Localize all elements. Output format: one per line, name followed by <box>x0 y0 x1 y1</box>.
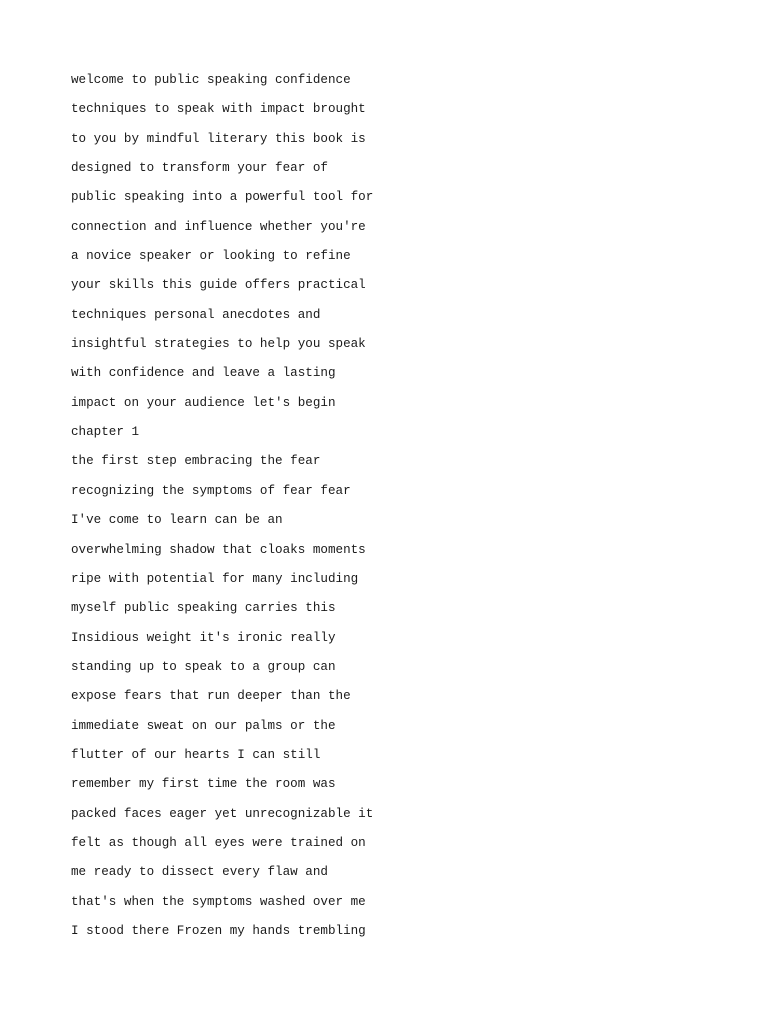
text-line: welcome to public speaking confidence <box>71 73 351 87</box>
text-line: I stood there Frozen my hands trembling <box>71 923 366 938</box>
text-line: connection and influence whether you're <box>71 219 366 234</box>
chapter-heading: chapter 1 <box>71 425 140 440</box>
text-line: that's when the symptoms washed over me <box>71 894 366 909</box>
text-line: insightful strategies to help you speak <box>71 337 366 352</box>
text-line: public speaking into a powerful tool for <box>71 190 374 205</box>
section-heading: the first step embracing the fear <box>71 454 321 469</box>
text-line: me ready to dissect every flaw and <box>71 865 328 880</box>
text-line: techniques personal anecdotes and <box>71 307 321 322</box>
text-line: ripe with potential for many including <box>71 571 359 586</box>
text-line: flutter of our hearts I can still <box>71 747 321 762</box>
text-line: expose fears that run deeper than the <box>71 689 351 704</box>
text-line: with confidence and leave a lasting <box>71 366 336 381</box>
text-line: immediate sweat on our palms or the <box>71 718 336 733</box>
text-line: standing up to speak to a group can <box>71 659 336 674</box>
text-line: remember my first time the room was <box>71 777 336 792</box>
text-line: your skills this guide offers practical <box>71 278 366 293</box>
text-line: recognizing the symptoms of fear fear <box>71 483 351 498</box>
text-line: felt as though all eyes were trained on <box>71 835 366 850</box>
text-line: myself public speaking carries this <box>71 601 336 616</box>
text-line: techniques to speak with impact brought <box>71 102 366 117</box>
text-line: overwhelming shadow that cloaks moments <box>71 542 366 557</box>
text-line: Insidious weight it's ironic really <box>71 630 336 645</box>
document-body <box>71 70 731 950</box>
text-line: packed faces eager yet unrecognizable it <box>71 806 374 821</box>
text-line: a novice speaker or looking to refine <box>71 249 351 264</box>
text-line: designed to transform your fear of <box>71 161 328 176</box>
text-line: to you by mindful literary this book is <box>71 131 366 146</box>
text-line: impact on your audience let's begin <box>71 395 336 410</box>
text-line: I've come to learn can be an <box>71 513 283 528</box>
